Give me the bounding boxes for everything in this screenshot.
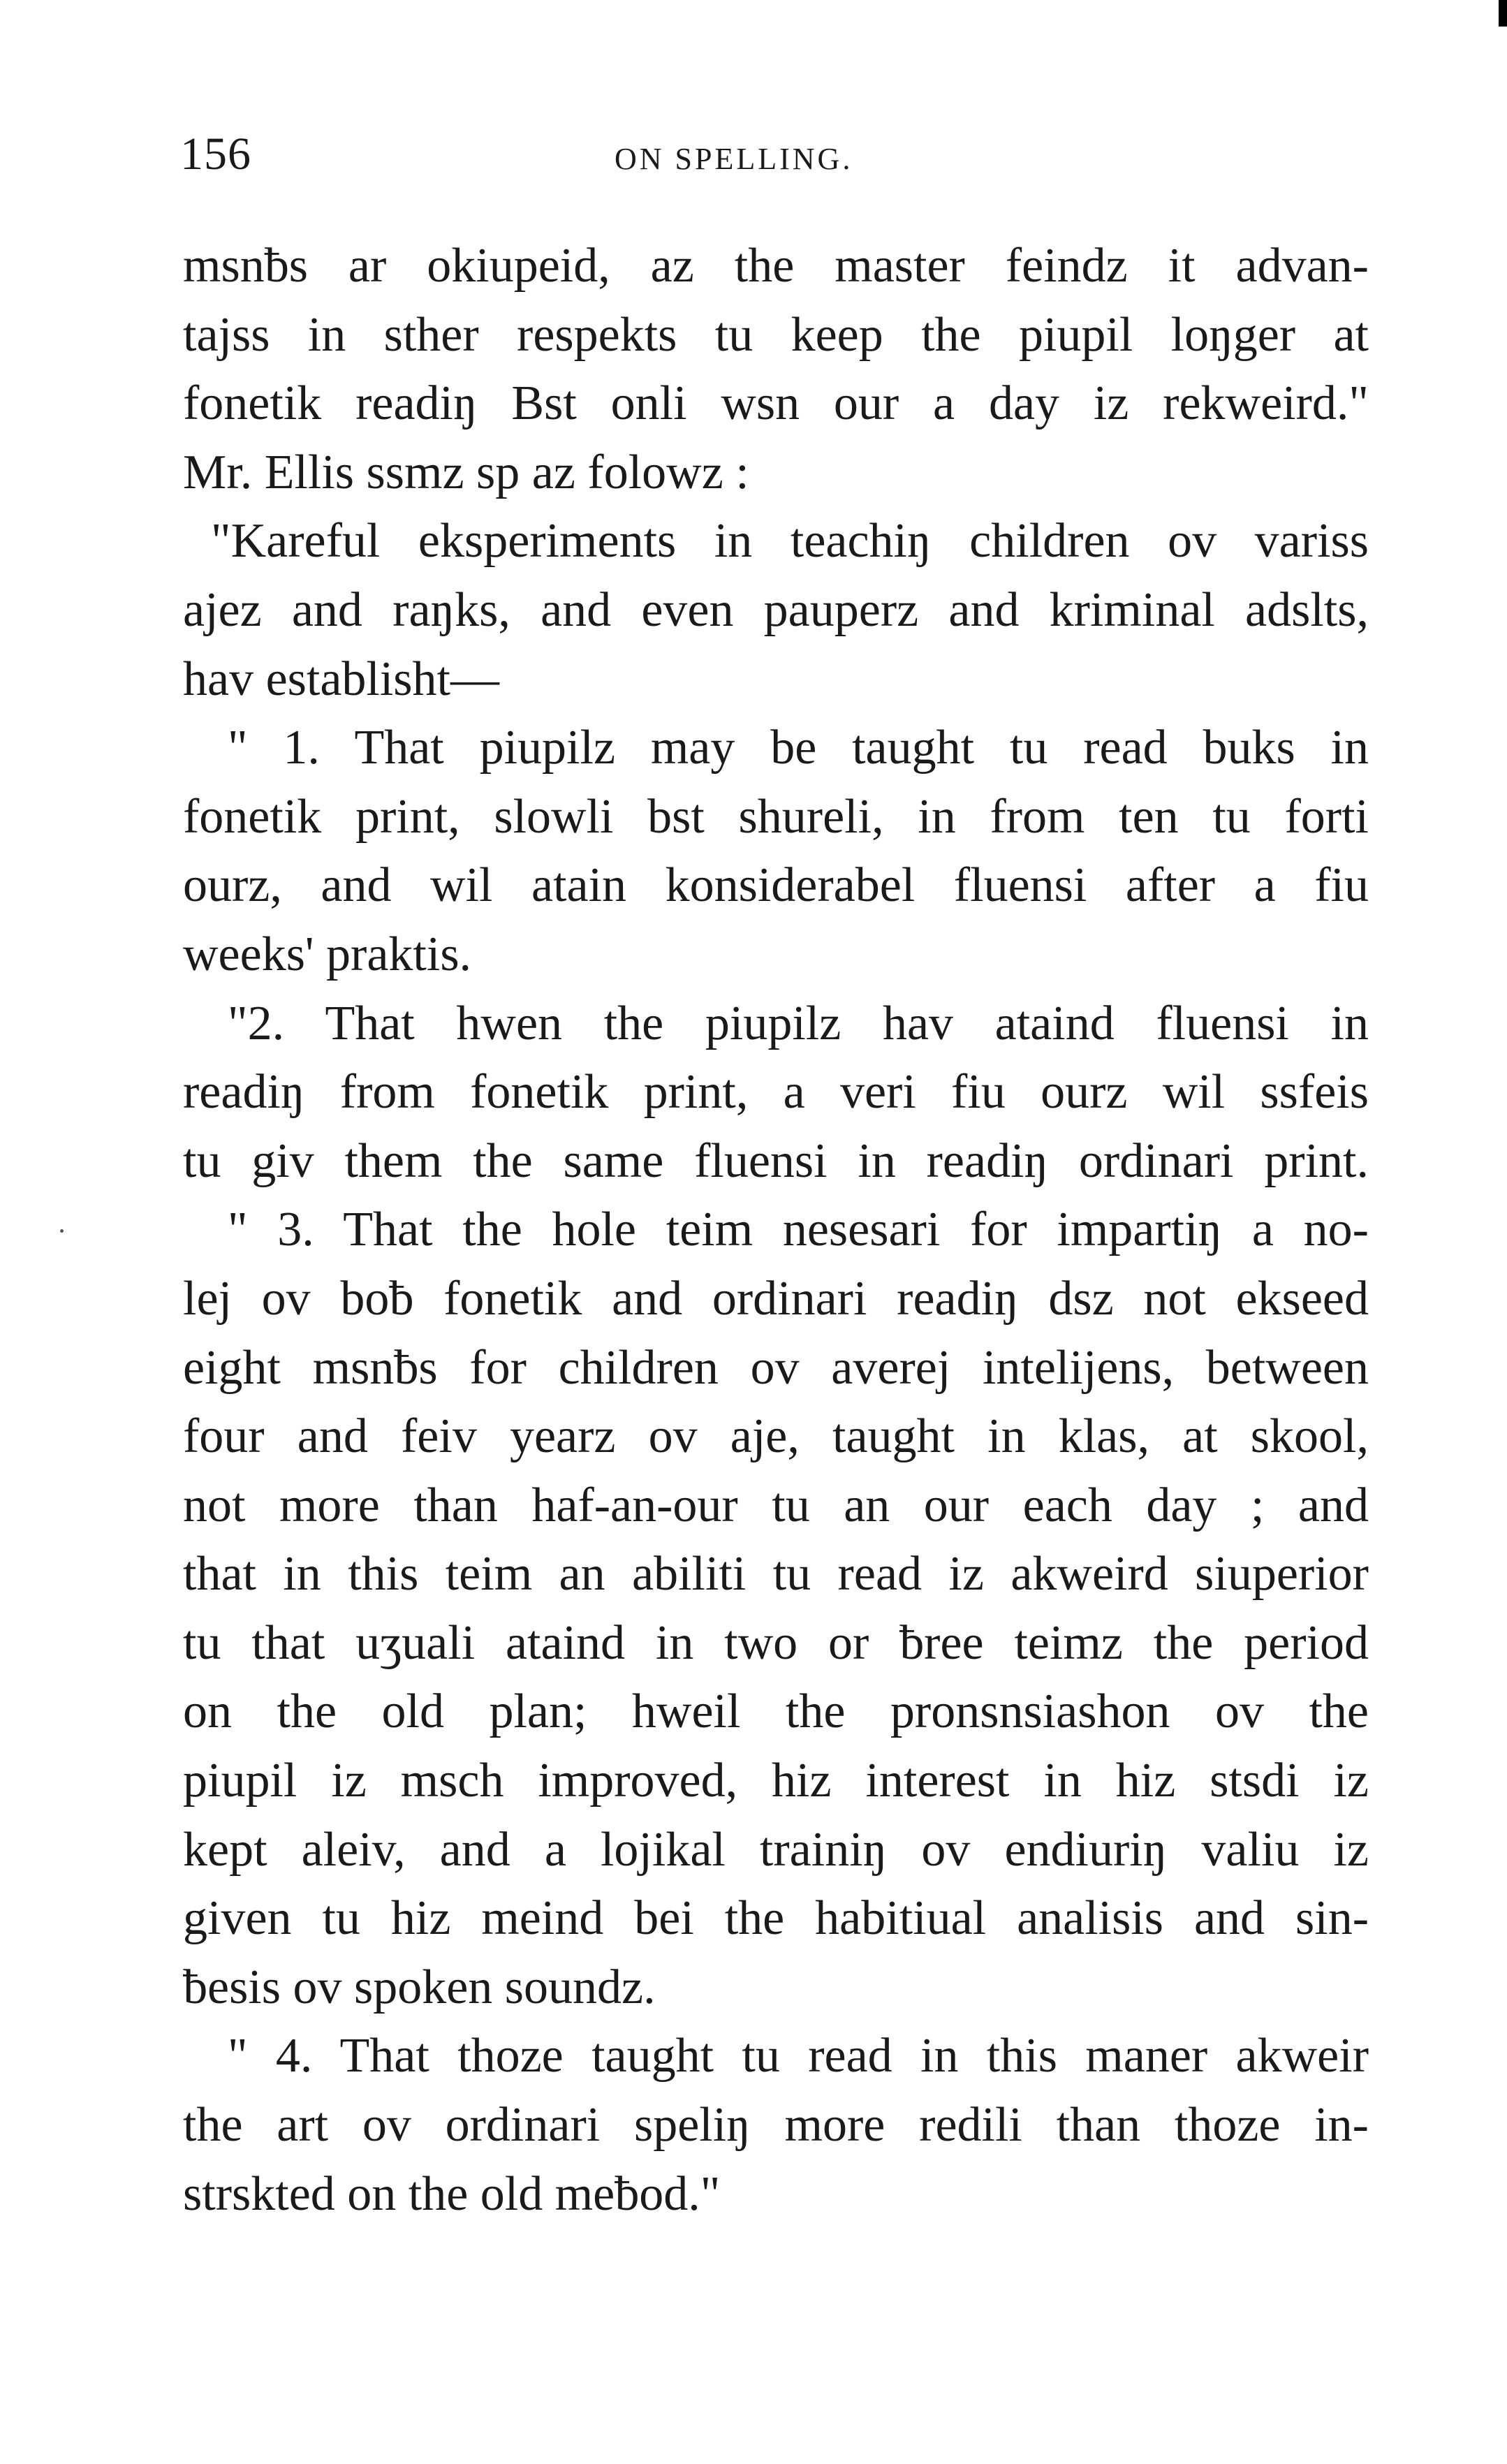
edge-mark xyxy=(1499,0,1507,27)
margin-speck xyxy=(60,1229,64,1233)
text-line: " 4. That thoze taught tu read in this maner akweir xyxy=(228,2029,1369,2083)
text-line: ajez and raŋks, and even pauperz and kriminal adslts, xyxy=(183,582,1369,637)
text-line: on the old plan; hweil the pronsnsiashon ov the xyxy=(183,1685,1369,1739)
text-line: " 1. That piupilz may be taught tu read buks in xyxy=(228,721,1369,775)
text-line: four and feiv yearz ov aje, taught in klas, at skool, xyxy=(183,1409,1369,1464)
text-line: fonetik print, slowli bst shureli, in from ten tu forti xyxy=(183,789,1369,844)
text-line: msnƀs ar okiupeid, az the master feindz it advan- xyxy=(183,239,1369,293)
text-line: ourz, and wil atain konsiderabel fluensi after a fiu xyxy=(183,858,1369,913)
text-line: that in this teim an abiliti tu read iz akweird siuperior xyxy=(183,1547,1369,1601)
text-line: ƀesis ov spoken soundz. xyxy=(183,1960,656,2014)
text-line: given tu hiz meind bei the habitiual analisis and sin- xyxy=(183,1891,1369,1946)
text-line: fonetik readiŋ Bst onli wsn our a day iz rekweird." xyxy=(183,376,1369,431)
text-line: kept aleiv, and a lojikal trainiŋ ov endiuriŋ valiu iz xyxy=(183,1822,1369,1877)
text-line: " 3. That the hole teim nesesari for impartiŋ a no- xyxy=(228,1203,1369,1257)
text-line: piupil iz msch improved, hiz interest in hiz stsdi iz xyxy=(183,1754,1369,1808)
text-line: Mr. Ellis ssmz sp az folowz : xyxy=(183,445,749,499)
text-line: weeks' praktis. xyxy=(183,927,472,981)
running-title: ON SPELLING. xyxy=(615,142,853,176)
text-line: tu giv them the same fluensi in readiŋ ordinari print. xyxy=(183,1134,1369,1188)
text-line: strskted on the old meƀod." xyxy=(183,2166,721,2221)
text-line: tu that uʒuali ataind in two or ƀree teimz the period xyxy=(183,1615,1369,1670)
text-line: the art ov ordinari speliŋ more redili than thoze in- xyxy=(183,2098,1369,2153)
text-line: readiŋ from fonetik print, a veri fiu ourz wil ssfeis xyxy=(183,1065,1369,1120)
text-line: "2. That hwen the piupilz hav ataind fluensi in xyxy=(228,996,1369,1050)
page-number: 156 xyxy=(180,129,251,179)
text-line: tajss in sther respekts tu keep the piupil loŋger at xyxy=(183,307,1369,362)
text-line: eight msnƀs for children ov averej intelijens, between xyxy=(183,1340,1369,1395)
text-line: not more than haf-an-our tu an our each day ; and xyxy=(183,1478,1369,1532)
text-line: hav establisht— xyxy=(183,652,499,706)
text-line: lej ov boƀ fonetik and ordinari readiŋ dsz not ekseed xyxy=(183,1271,1369,1326)
text-line: "Kareful eksperiments in teachiŋ children ov variss xyxy=(211,514,1369,569)
body-text xyxy=(183,232,1369,2229)
